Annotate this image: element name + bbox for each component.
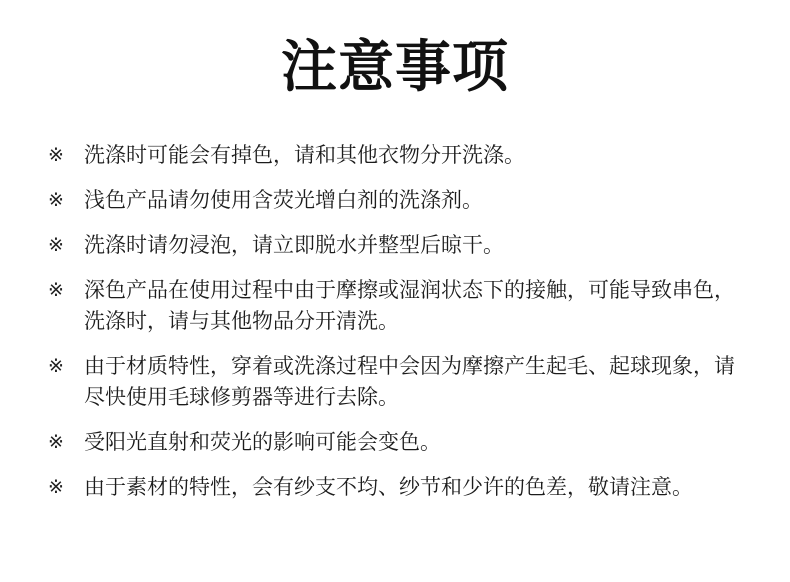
reference-mark-icon: ※	[48, 234, 64, 256]
note-item-7	[48, 472, 748, 503]
note-item-6	[48, 427, 748, 458]
note-text: 洗涤时请勿浸泡，请立即脱水并整型后晾干。	[84, 233, 504, 257]
note-item-4	[48, 275, 748, 337]
notes-list	[48, 140, 748, 517]
reference-mark-icon: ※	[48, 279, 64, 301]
page-title: 注意事项	[281, 35, 509, 100]
note-text: 由于素材的特性，会有纱支不均、纱节和少许的色差，敬请注意。	[84, 475, 693, 499]
reference-mark-icon: ※	[48, 431, 64, 453]
reference-mark-icon: ※	[48, 476, 64, 498]
note-item-1	[48, 140, 748, 171]
note-text: 洗涤时可能会有掉色，请和其他衣物分开洗涤。	[84, 143, 525, 167]
reference-mark-icon: ※	[48, 355, 64, 377]
note-item-2	[48, 185, 748, 216]
note-text: 由于材质特性，穿着或洗涤过程中会因为摩擦产生起毛、起球现象，请尽快使用毛球修剪器等进行去除。	[84, 354, 735, 409]
note-item-3	[48, 230, 748, 261]
reference-mark-icon: ※	[48, 189, 64, 211]
note-text: 深色产品在使用过程中由于摩擦或湿润状态下的接触，可能导致串色，洗涤时，请与其他物品分开清洗。	[84, 278, 735, 333]
note-text: 受阳光直射和荧光的影响可能会变色。	[84, 430, 441, 454]
note-text: 浅色产品请勿使用含荧光增白剂的洗涤剂。	[84, 188, 483, 212]
note-item-5	[48, 351, 748, 413]
reference-mark-icon: ※	[48, 144, 64, 166]
